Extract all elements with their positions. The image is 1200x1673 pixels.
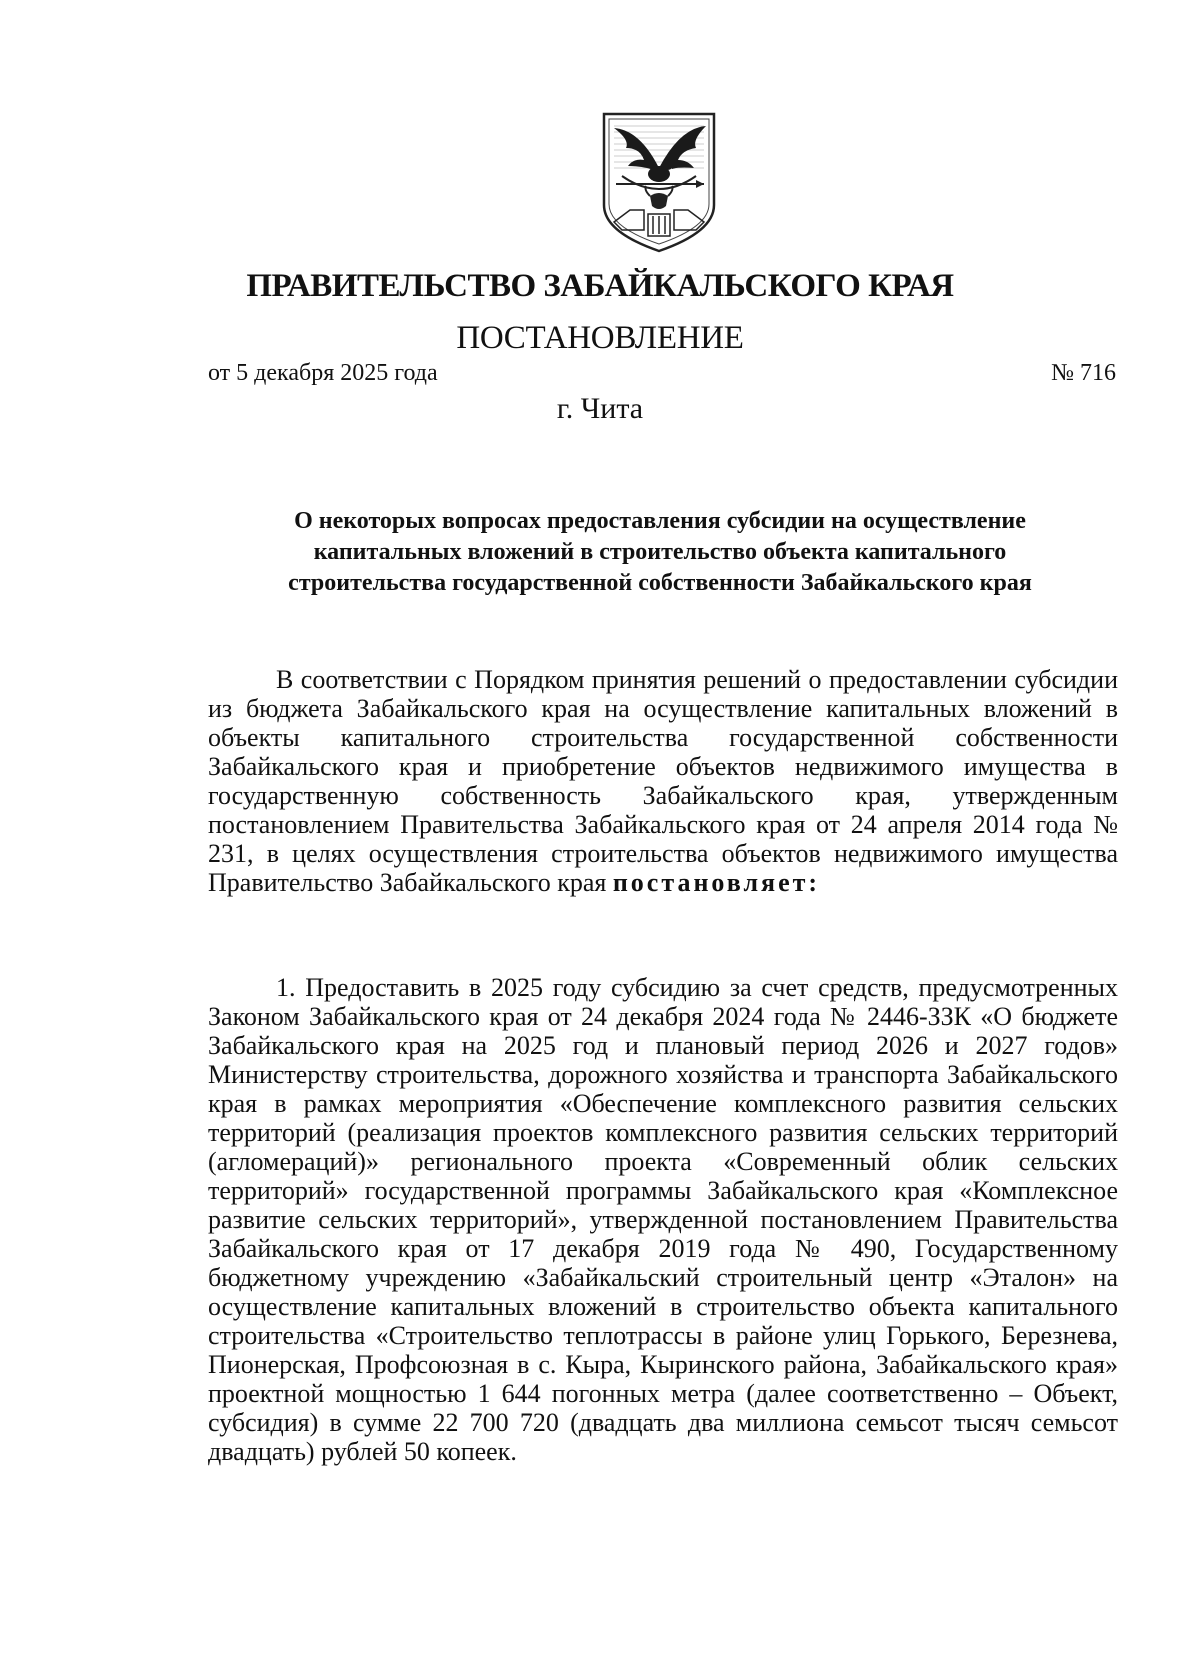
decree-number: № 716 [1051,360,1116,386]
preamble-emphasis: постановляет: [612,868,821,897]
document-type: ПОСТАНОВЛЕНИЕ [456,320,744,356]
decree-city: г. Чита [556,392,644,425]
clause-1-paragraph: 1. Предоставить в 2025 году субсидию за счет средств, предусмотренных Законом Забайкальского края от 24 декабря 2024 года № 2446-ЗЗК «О бюджете Забайкальского края на 2025 год и плановый период 2026 и 2027 годов» Министерству строительства, дорожного хозяйства и транспорта Забайкальского края в рамках мероприятия «Обеспечение комплексного развития сельских территорий (реализация проектов комплексного развития сельских территорий (агломераций)» регионального проекта «Современный облик сельских территорий» государственной программы Забайкальского края «Комплексное развитие сельских территорий», утвержденной постановлением Правительства Забайкальского края от 17 декабря 2019 года № 490, Государственному бюджетному учреждению «Забайкальский строительный центр «Эталон» на осуществление капитальных вложений в строительство объекта капитального строительства «Строительство теплотрассы в районе улиц Горького, Березнева, Пионерская, Профсоюзная в с. Кыра, Кыринского района, Забайкальского края» проектной мощностью 1 644 погонных метра (далее соответственно – Объект, субсидия) в сумме 22 700 720 (двадцать два миллиона семьсот тысяч семьсот двадцать) рублей 50 копеек. [208,973,1118,1466]
coat-of-arms-icon [600,110,718,255]
preamble-paragraph [208,665,1118,897]
decree-subject: О некоторых вопросах предоставления субсидии на осуществление капитальных вложений в строительство объекта капитального строительства государственной собственности Забайкальского края [288,508,1032,596]
preamble-text: В соответствии с Порядком принятия решений о предоставлении субсидии из бюджета Забайкальского края на осуществление капитальных вложений в объекты капитального строительства государственной собственности Забайкальского края и приобретение объектов недвижимого имущества в государственную собственность Забайкальского края, утвержденным постановлением Правительства Забайкальского края от 24 апреля 2014 года № 231, в целях осуществления строительства объектов недвижимого имущества Правительство Забайкальского края [208,665,1118,897]
decree-date: от 5 декабря 2025 года [208,360,438,386]
government-title: ПРАВИТЕЛЬСТВО ЗАБАЙКАЛЬСКОГО КРАЯ [246,268,954,304]
